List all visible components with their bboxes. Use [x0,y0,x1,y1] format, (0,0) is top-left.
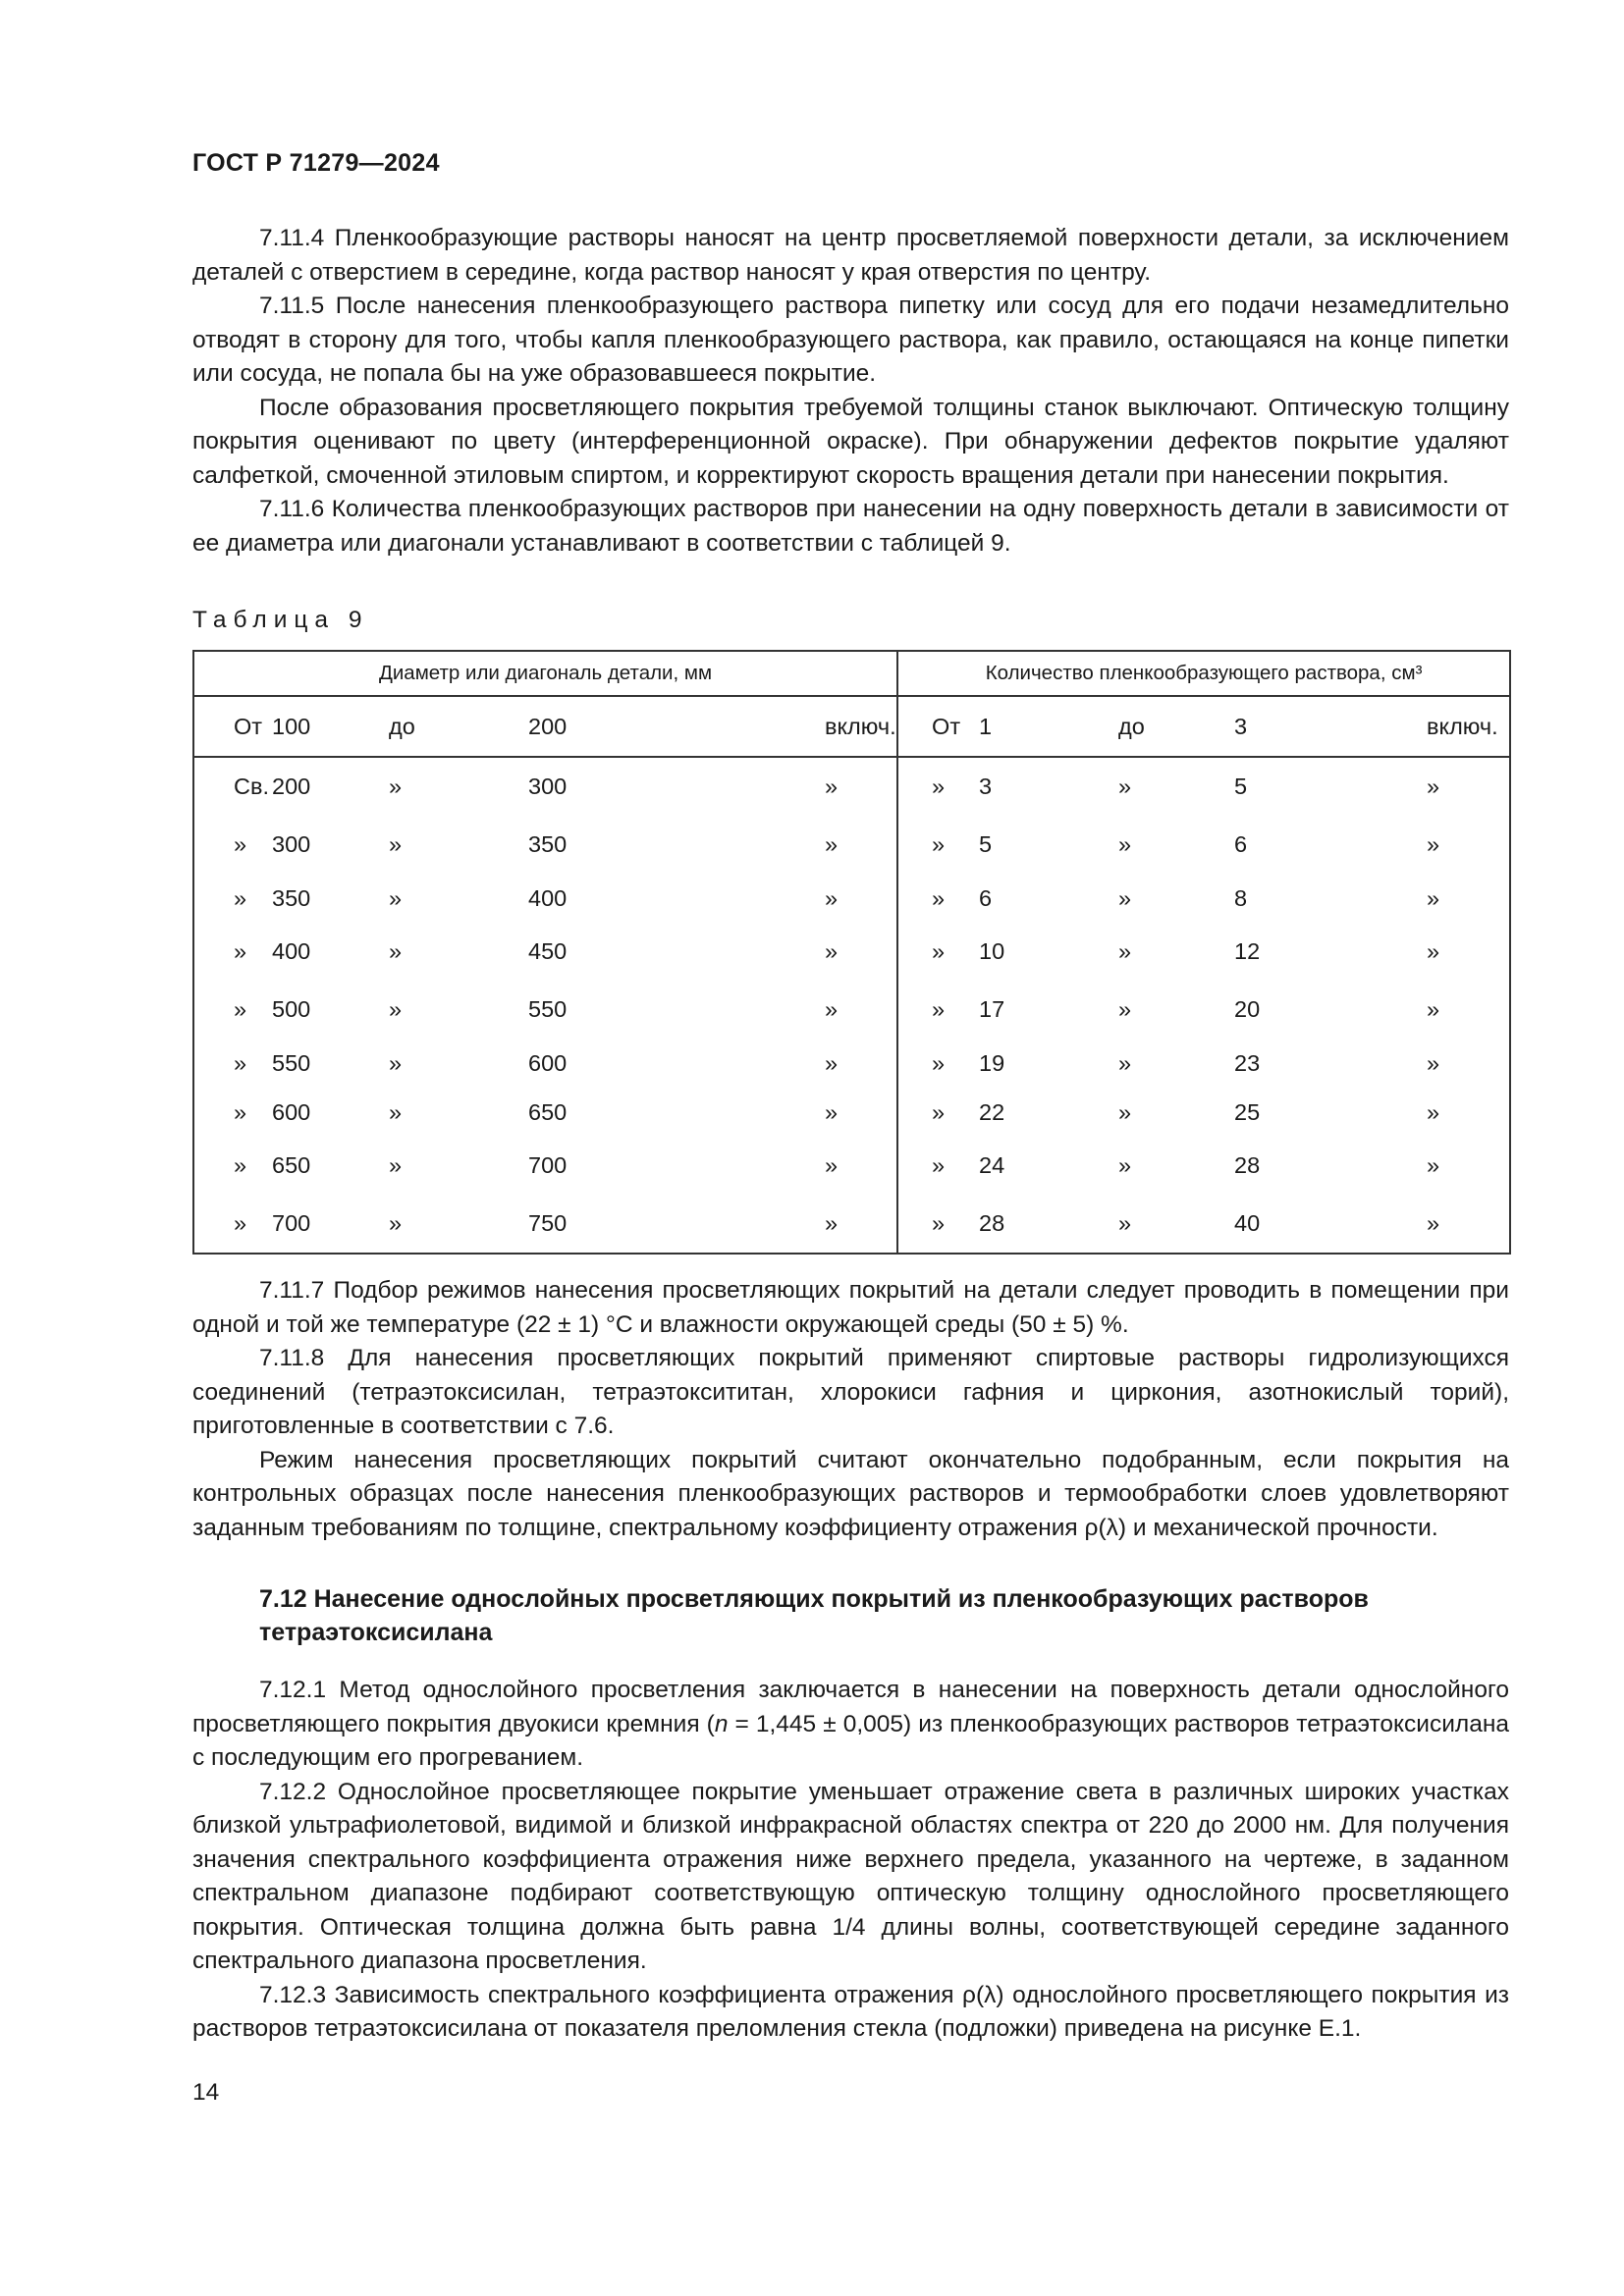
table-body [193,651,1510,1254]
table-cell: » [389,1151,403,1178]
table-cell: 550 [528,995,568,1022]
col-header-diameter: Диаметр или диагональ детали, мм [193,651,897,696]
section-7-11-text [192,222,1509,561]
table-cell: » [193,1088,250,1137]
section-7-11-cont-text [192,1274,1509,1545]
table-cell: 25 [1234,1098,1261,1125]
table-cell: » [193,1137,250,1194]
table-cell: 3 [1217,696,1326,757]
table-cell: » [897,1137,951,1194]
table-cell: » [1050,1194,1217,1254]
table-row [193,923,1510,980]
table-cell: 22 [979,1098,1005,1125]
table-cell: 600 [272,1098,311,1125]
table-row [193,757,1510,815]
table-row [193,1039,1510,1088]
table-cell: » [897,815,951,874]
table-9 [192,650,1511,1255]
table-cell: » [1118,884,1132,911]
table-cell: до [353,696,511,757]
table-cell: 300 [528,773,568,799]
paragraph-7-11-8-cont: Режим нанесения просветляющих покрытий считают окончательно подобранным, если покрытия на контрольных образцах после нанесения пленкообразующих растворов и термообработки слоев удовлетворяют заданным требованиям по толщине, спектральному коэффициенту отражения ρ(λ) и механической прочности. [192,1446,1509,1541]
table-cell: 700 [528,1151,568,1178]
table-cell: » [1118,995,1132,1022]
table-cell: » [193,1194,250,1254]
table-row [193,1137,1510,1194]
table-cell: включ. [1326,696,1510,757]
table-cell: 400 [272,937,311,964]
table-cell: » [1326,1039,1510,1088]
table-cell: » [1326,1088,1510,1137]
table-row [193,1088,1510,1137]
table-cell: » [389,937,403,964]
table-cell: 40 [1217,1194,1326,1254]
table-cell: » [389,884,403,911]
table-cell: » [193,923,250,980]
paragraph-7-11-6: 7.11.6 Количества пленкообразующих растворов при нанесении на одну поверхность детали в зависимости от ее диаметра или диагонали устанавливают в соответствии с таблицей 9. [192,496,1509,557]
table-cell: » [193,874,250,923]
paragraph-7-11-5: 7.11.5 После нанесения пленкообразующего раствора пипетку или сосуд для его подачи незамедлительно отводят в сторону для того, чтобы капля пленкообразующего раствора, как правило, остающаяся на конце пипетки или сосуда, не попала бы на уже образовавшееся покрытие. [192,293,1509,387]
table-cell: » [1118,1151,1132,1178]
table-cell: 17 [979,995,1005,1022]
table-cell: » [389,830,403,857]
table-cell: » [897,1194,951,1254]
table-cell: » [1118,937,1132,964]
table-cell: 23 [1234,1049,1261,1076]
table-cell: » [353,1194,511,1254]
table-cell: » [897,980,951,1039]
document-header: ГОСТ Р 71279—2024 [192,149,440,177]
col-header-quantity: Количество пленкообразующего раствора, см³ [897,651,1510,696]
table-cell: » [389,1098,403,1125]
table-cell: » [193,1039,250,1088]
table-cell: » [1118,1049,1132,1076]
table-cell: » [825,1151,839,1178]
table-cell: 20 [1234,995,1261,1022]
table-cell: 10 [979,937,1005,964]
table-cell: 550 [272,1049,311,1076]
table-cell: 600 [528,1049,568,1076]
table-cell: 100 [250,696,353,757]
page-number: 14 [192,2079,220,2106]
table-cell: 350 [528,830,568,857]
table-row [193,696,1510,757]
paragraph-7-11-5-cont: После образования просветляющего покрытия требуемой толщины станок выключают. Оптическую толщину покрытия оценивают по цвету (интерференционной окраске). При обнаружении дефектов покрытие удаляют салфеткой, смоченной этиловым спиртом, и корректируют скорость вращения детали при нанесении покрытия. [192,394,1509,489]
table-cell: 8 [1234,884,1248,911]
table-cell: 5 [979,830,993,857]
table-cell: 700 [250,1194,353,1254]
table-cell: От [193,696,250,757]
table-row [193,874,1510,923]
table-cell: 300 [272,830,311,857]
table-cell: включ. [658,696,897,757]
table-cell: 12 [1234,937,1261,964]
table-cell: » [825,937,839,964]
table-cell: 450 [528,937,568,964]
table-cell: 6 [979,884,993,911]
table-cell: » [1326,980,1510,1039]
table-cell: » [193,980,250,1039]
table-cell: 200 [272,773,311,799]
p-7-12-1-part1: 7.12.1 Метод однослойного просветления заключается в нанесении на поверхность детали однослойного просветляющего покрытия двуокиси кремния ( [192,1677,1509,1737]
table-cell: Св. [193,757,250,815]
table-row [193,980,1510,1039]
table-cell: 200 [511,696,658,757]
section-7-12-text [192,1674,1509,2047]
table-cell: » [193,815,250,874]
table-caption: Таблица 9 [192,607,369,633]
table-cell: » [825,1049,839,1076]
table-cell: От [897,696,951,757]
table-cell: » [1326,1194,1510,1254]
table-cell: » [825,995,839,1022]
table-cell: » [1118,830,1132,857]
table-cell: 350 [272,884,311,911]
paragraph-7-12-3: 7.12.3 Зависимость спектрального коэффициента отражения ρ(λ) однослойного просветляющего покрытия из растворов тетраэтоксисилана от показателя преломления стекла (подложки) приведена на рисунке Е.1. [192,1981,1509,2042]
table-cell: до [1050,696,1217,757]
table-cell: » [389,1049,403,1076]
paragraph-7-11-7: 7.11.7 Подбор режимов нанесения просветляющих покрытий на детали следует проводить в помещении при одной и той же температуре (22 ± 1) °C и влажности окружающей среды (50 ± 5) %. [192,1277,1509,1338]
table-cell: 400 [528,884,568,911]
table-cell: » [825,1098,839,1125]
table-cell: » [1326,757,1510,815]
table-cell: » [1326,815,1510,874]
table-cell: » [389,773,403,799]
table-cell: » [825,773,839,799]
table-cell: » [825,830,839,857]
table-cell: 24 [979,1151,1005,1178]
table-cell: » [658,1194,897,1254]
refractive-index-var: n [714,1710,729,1737]
table-cell: 3 [979,773,993,799]
table-row [193,815,1510,874]
table-cell: » [897,1039,951,1088]
paragraph-7-12-2: 7.12.2 Однослойное просветляющее покрытие уменьшает отражение света в различных широких участках близкой ультрафиолетовой, видимой и близкой инфракрасной областях спектра от 220 до 2000 нм. Для получения значения спектрального коэффициента отражения ниже верхнего предела, указанного на чертеже, в заданном спектральном диапазоне подбирают соответствующую оптическую толщину однослойного просветляющего покрытия. Оптическая толщина должна быть равна 1/4 длины волны, соответствующей середине заданного спектрального диапазона просветления. [192,1778,1509,1974]
table-cell: » [897,757,951,815]
section-7-12-heading: 7.12 Нанесение однослойных просветляющих покрытий из пленкообразующих растворов тетраэтоксисилана [259,1585,1369,1646]
table-header-row [193,651,1510,696]
table-cell: 1 [951,696,1050,757]
table-cell: » [897,1088,951,1137]
table-cell: 650 [272,1151,311,1178]
table-cell: » [1118,1098,1132,1125]
table-cell: » [389,995,403,1022]
table-cell: 650 [528,1098,568,1125]
table-cell: » [1326,874,1510,923]
p-7-12-1-part2: = 1,445 ± 0,005) из пленкообразующих растворов тетраэтоксисилана с последующим его прогреванием. [192,1710,1509,1771]
table-cell: 750 [511,1194,658,1254]
table-cell: 19 [979,1049,1005,1076]
table-cell: » [1326,923,1510,980]
paragraph-7-12-1 [192,1674,1509,1776]
table-cell: » [825,884,839,911]
table-cell: » [1326,1137,1510,1194]
paragraph-7-11-4: 7.11.4 Пленкообразующие растворы наносят на центр просветляемой поверхности детали, за исключением деталей с отверстием в середине, когда раствор наносят у края отверстия по центру. [192,225,1509,286]
table-row [193,1194,1510,1254]
table-cell: 28 [1234,1151,1261,1178]
paragraph-7-11-8: 7.11.8 Для нанесения просветляющих покрытий применяют спиртовые растворы гидролизующихся соединений (тетраэтоксисилан, тетраэтоксититан, хлорокиси гафния и циркония, азотнокислый торий), приготовленные в соответствии с 7.6. [192,1345,1509,1439]
table-cell: 28 [951,1194,1050,1254]
table-cell: » [897,923,951,980]
table-cell: 500 [272,995,311,1022]
table-cell: 6 [1234,830,1248,857]
table-cell: » [1118,773,1132,799]
table-cell: » [897,874,951,923]
table-cell: 5 [1234,773,1248,799]
